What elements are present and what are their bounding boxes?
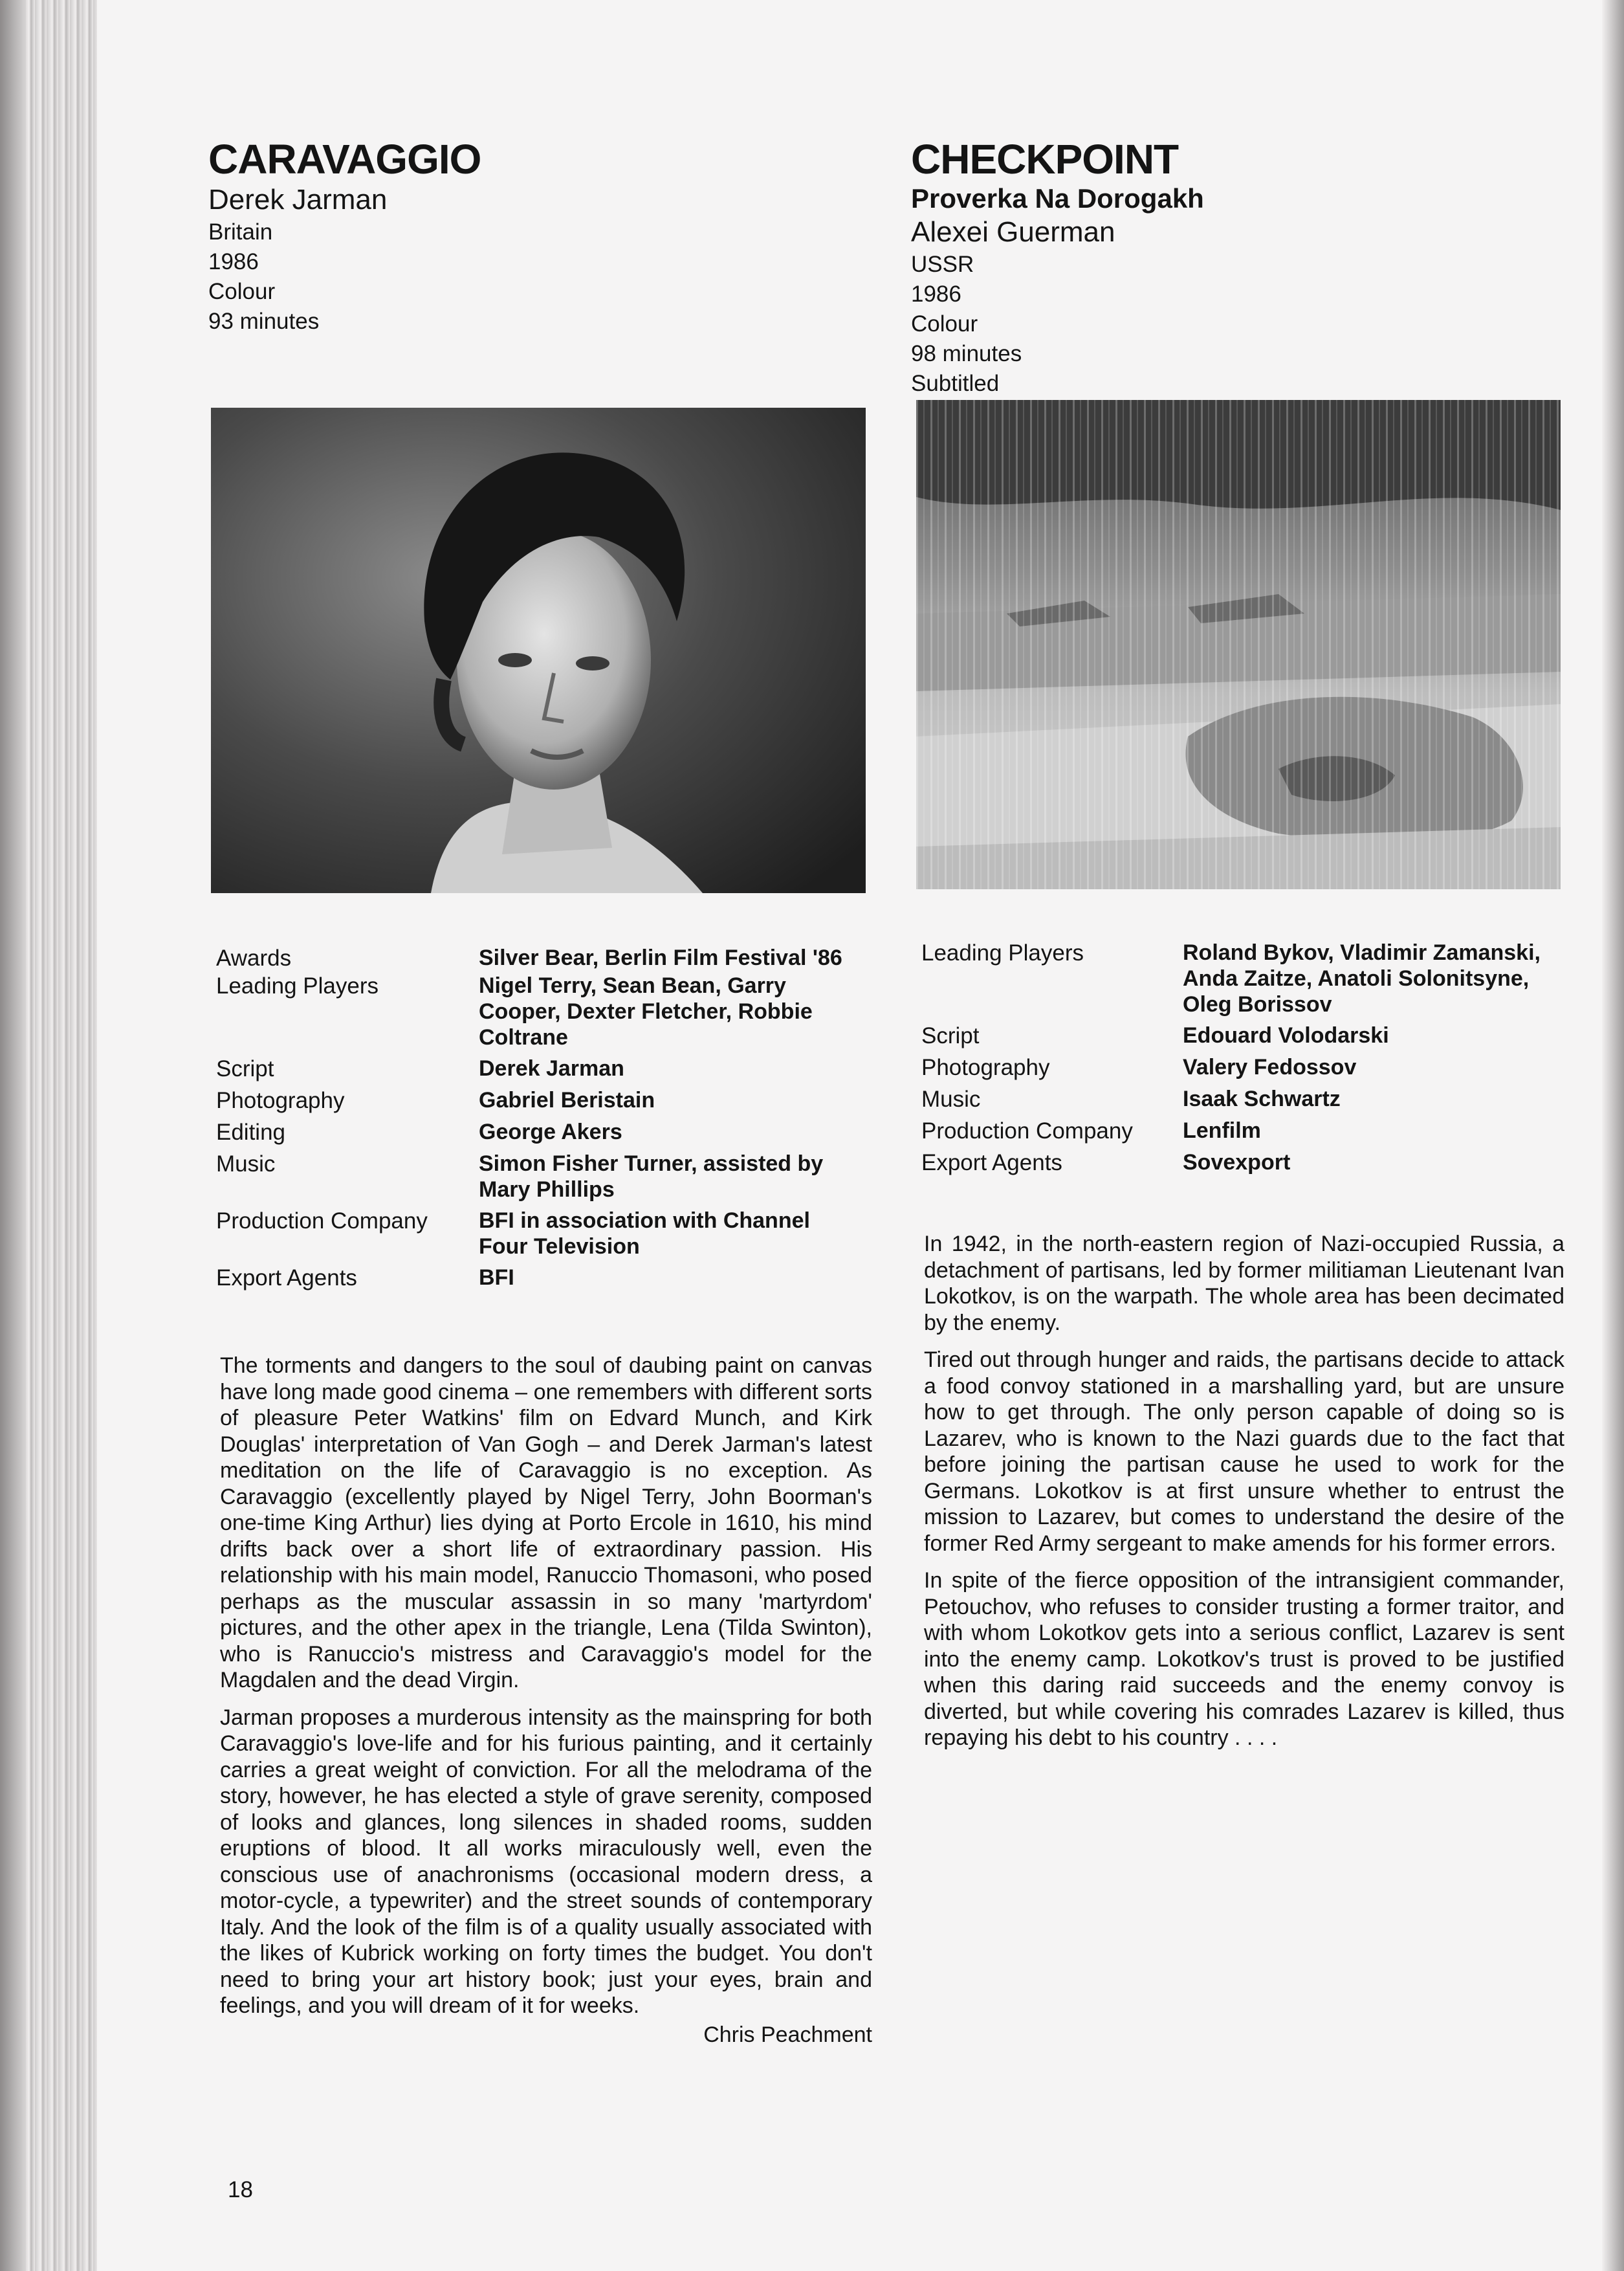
- country: USSR: [911, 252, 974, 277]
- director: Alexei Guerman: [911, 216, 1115, 248]
- credit-value: Lenfilm: [1183, 1118, 1261, 1143]
- credit-value: Roland Bykov, Vladimir Zamanski, Anda Zaitze, Anatoli Solonitsyne, Oleg Borissov: [1183, 940, 1541, 1017]
- credit-row: [216, 1265, 876, 1291]
- credit-row: [216, 1208, 876, 1259]
- paragraph: The torments and dangers to the soul of daubing paint on canvas have long made good cinema – one remembers with different sorts of pleasure Peter Watkins' film on Edvard Munch, and Kirk Douglas' interpretation of Van Gogh – and Derek Jarman's latest meditation on the life of Caravaggio is no exception. As Caravaggio (excellently played by Nigel Terry, John Boorman's one-time King Arthur) lies dying at Porto Ercole in 1610, his mind drifts back over a short life of extraordinary passion. His relationship with his main model, Ranuccio Thomasoni, who posed perhaps as the muscular assassin in so many 'martyrdom' pictures, and the other apex in the triangle, Lena (Tilda Swinton), who is Ranuccio's mistress and Caravaggio's model for the Magdalen and the dead Virgin.: [220, 1353, 872, 1692]
- paragraph: Tired out through hunger and raids, the partisans decide to attack a food convoy stationed in a marshalling yard, but are unsure how to get through. The only person capable of doing so is Lazarev, who is known to the Nazi guards due to the fact that before joining the partisan cause he used to work for the Germans. Lokotkov is at first unsure whether to entrust the mission to Lazarev, but comes to understand the desire of the former Red Army sergeant to make amends for his former errors.: [924, 1347, 1564, 1556]
- credit-label: Export Agents: [921, 1150, 1062, 1175]
- credit-label: Music: [216, 1151, 276, 1177]
- credit-row: [921, 1023, 1568, 1049]
- checkpoint-still-photo: [916, 400, 1561, 889]
- country: Britain: [208, 219, 273, 245]
- director: Derek Jarman: [208, 184, 388, 216]
- credit-row: [921, 1054, 1568, 1081]
- credit-value: Silver Bear, Berlin Film Festival '86: [479, 946, 842, 970]
- credit-label: Editing: [216, 1120, 286, 1145]
- credit-value: BFI in association with Channel Four Television: [479, 1208, 810, 1259]
- credits-list: [216, 945, 876, 1291]
- credit-label: Photography: [921, 1055, 1050, 1080]
- format: Colour: [911, 311, 978, 337]
- subtitles-note: Subtitled: [911, 371, 1000, 396]
- credit-row: [216, 1056, 876, 1082]
- credit-label: Export Agents: [216, 1265, 357, 1291]
- credit-row: [921, 1149, 1568, 1176]
- credit-label: Music: [921, 1087, 981, 1112]
- credits-list: [921, 940, 1568, 1176]
- page-number: 18: [228, 2177, 253, 2202]
- credit-row: [216, 973, 876, 1050]
- credit-label: Production Company: [921, 1118, 1133, 1144]
- original-title: Proverka Na Dorogakh: [911, 183, 1204, 214]
- format: Colour: [208, 279, 276, 304]
- credit-row: [216, 1087, 876, 1114]
- credit-label: Leading Players: [921, 940, 1084, 966]
- film-title: CARAVAGGIO: [208, 136, 481, 183]
- credit-row: [921, 940, 1568, 1017]
- credit-label: Photography: [216, 1088, 345, 1113]
- credit-value: Isaak Schwartz: [1183, 1087, 1341, 1111]
- credit-label: Script: [921, 1023, 980, 1048]
- spine-shadow: [0, 0, 26, 2271]
- runtime: 98 minutes: [911, 341, 1022, 366]
- review-author: Chris Peachment: [703, 2022, 872, 2047]
- credit-row: [921, 1118, 1568, 1144]
- right-edge-shadow: [1602, 0, 1624, 2271]
- review-text: [220, 1353, 872, 2059]
- credit-value: George Akers: [479, 1120, 622, 1144]
- film-entry-caravaggio: [208, 136, 875, 337]
- credit-value: Derek Jarman: [479, 1056, 624, 1081]
- credit-label: Awards: [216, 946, 292, 971]
- synopsis-text: [924, 1231, 1564, 1762]
- credit-row: [216, 1151, 876, 1202]
- credit-row: [216, 945, 876, 971]
- credit-value: Edouard Volodarski: [1183, 1023, 1389, 1048]
- film-entry-checkpoint: [911, 136, 1566, 399]
- runtime: 93 minutes: [208, 309, 320, 334]
- caravaggio-still-photo: [211, 408, 866, 893]
- year: 1986: [911, 282, 961, 307]
- credit-row: [921, 1086, 1568, 1113]
- credit-value: BFI: [479, 1265, 514, 1290]
- credit-value: Gabriel Beristain: [479, 1088, 655, 1113]
- year: 1986: [208, 249, 259, 274]
- credit-value: Sovexport: [1183, 1150, 1291, 1175]
- paragraph: Jarman proposes a murderous intensity as the mainspring for both Caravaggio's love-life and for his furious painting, and it certainly carries a great weight of conviction. For all the melodrama of the story, however, he has elected a style of grave serenity, composed of looks and glances, long silences in shaded rooms, sudden eruptions of blood. It all works miraculously well, even the conscious use of anachronisms (occasional modern dress, a motor-cycle, a typewriter) and the street sounds of contemporary Italy. And the look of the film is of a quality usually associated with the likes of Kubrick working on forty times the budget. You don't need to bring your art history book; just your eyes, brain and feelings, and you will dream of it for weeks.: [220, 1705, 872, 2018]
- paragraph: In 1942, in the north-eastern region of Nazi-occupied Russia, a detachment of partisans, led by former militiaman Lieutenant Ivan Lokotkov, is on the warpath. The whole area has been decimated by the enemy.: [924, 1232, 1564, 1335]
- credit-row: [216, 1119, 876, 1146]
- credit-label: Production Company: [216, 1208, 428, 1234]
- paragraph: In spite of the fierce opposition of the intransigient commander, Petouchov, who refuses to consider trusting a former traitor, and with whom Lokotkov gets into a serious conflict, Lazarev is sent into the enemy camp. Lokotkov's trust is proved to be justified when this daring raid succeeds and the enemy convoy is diverted, but while covering his comrades Lazarev is killed, thus repaying his debt to his country . . . .: [924, 1568, 1564, 1750]
- credit-value: Nigel Terry, Sean Bean, Garry Cooper, Dexter Fletcher, Robbie Coltrane: [479, 973, 813, 1050]
- film-title: CHECKPOINT: [911, 136, 1179, 183]
- credit-value: Simon Fisher Turner, assisted by Mary Phillips: [479, 1151, 824, 1202]
- credit-value: Valery Fedossov: [1183, 1055, 1357, 1080]
- credit-label: Leading Players: [216, 973, 379, 999]
- credit-label: Script: [216, 1056, 274, 1081]
